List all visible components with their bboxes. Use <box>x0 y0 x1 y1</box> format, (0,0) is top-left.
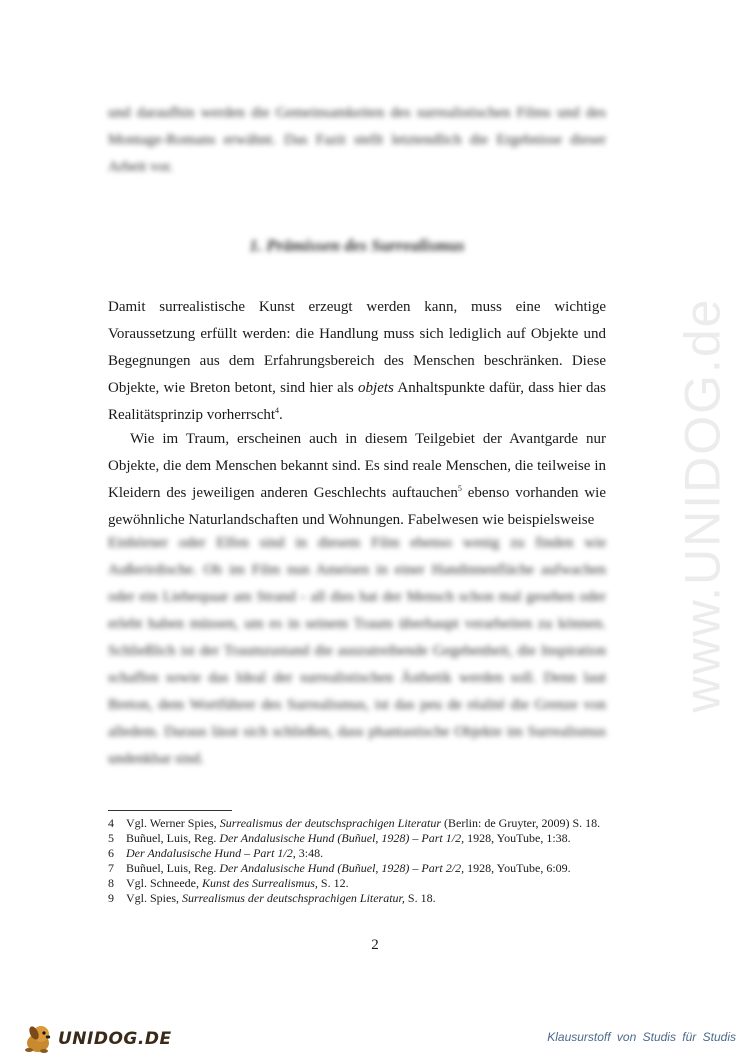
paragraph-1-end: . <box>279 407 283 423</box>
paragraph-1-italic: objets <box>358 380 394 396</box>
footnote-divider <box>108 810 232 811</box>
footnote-item: 4 Vgl. Werner Spies, Surrealismus der deutschsprachigen Literatur (Berlin: de Gruyter, 2009) S. 18. <box>108 816 601 830</box>
footnote-ref-4: 4 <box>275 406 280 415</box>
blurred-continuation: Einhörner oder Elfen sind in diesem Film ebenso wenig zu finden wie Außerirdische. Ob im Film nun Ameisen in einer Handinnenfläche aufwachen oder ein Liebespaar am Strand - all dies hat der Mensch schon mal gesehen oder erlebt haben müssen, um es in seinem Traum überhaupt verarbeiten zu können. Schließlich ist der Traumzustand die auszutreibende Gegebenheit, die Inspiration schaffen sowie das Ideal der surrealistischen Ästhetik werden soll. Denn laut Breton, dem Wortführer des Surrealismus, ist das peu de réalité die Grenze von alledem. Daraus lässt sich schließen, dass phantastische Objekte im Surrealismus undenkbar sind. <box>108 535 606 767</box>
paragraph-2 <box>108 426 606 534</box>
blurred-intro-paragraph: und daraufhin werden die Gemeinsamkeiten des surrealistischen Films und des Montage-Romans erwähnt. Das Fazit stellt letztendlich die Ergebnisse dieser Arbeit vor. <box>108 105 606 175</box>
paragraph-1-text: Damit surrealistische Kunst erzeugt werden kann, muss eine wichtige Voraussetzung erfüllt werden: die Handlung muss sich lediglich auf Objekte und Begegnungen aus dem Erfahrungsbereich des Menschen beschränken. Diese Objekte, wie Breton betont, sind hier als <box>108 299 606 396</box>
footnote-ref-5: 5 <box>457 484 462 493</box>
page-number: 2 <box>371 937 379 953</box>
footnote-item: 7 Buñuel, Luis, Reg. Der Andalusische Hund (Buñuel, 1928) – Part 2/2, 1928, YouTube, 6:09. <box>108 861 571 875</box>
footnote-item: 9 Vgl. Spies, Surrealismus der deutschsprachigen Literatur, S. 18. <box>108 891 436 905</box>
section-heading: 1. Prämissen des Surrealismus <box>249 236 465 255</box>
unidog-logo <box>20 1022 172 1056</box>
paragraph-2-text-2: ebenso vorhanden wie gewöhnliche Naturlandschaften und Wohnungen. Fabelwesen wie beispielsweise <box>108 485 607 528</box>
watermark <box>672 280 732 730</box>
paragraph-1-text-2: Anhaltspunkte dafür, dass hier das Realitätsprinzip vorherrscht <box>108 380 606 423</box>
footer-slogan: Klausurstoff von Studis für Studis <box>547 1030 736 1044</box>
footnote-item: 5 Buñuel, Luis, Reg. Der Andalusische Hund (Buñuel, 1928) – Part 1/2, 1928, YouTube, 1:38. <box>108 831 571 845</box>
footnote-item: 6 Der Andalusische Hund – Part 1/2, 3:48. <box>108 846 324 860</box>
watermark-text: www.UNIDOG.de <box>674 297 730 713</box>
logo-text: UNIDOG.DE <box>58 1029 172 1049</box>
paragraph-1 <box>108 294 606 429</box>
dog-icon <box>20 1023 58 1055</box>
paragraph-2-text: Wie im Traum, erscheinen auch in diesem Teilgebiet der Avantgarde nur Objekte, die dem Menschen bekannt sind. Es sind reale Menschen, die teilweise in Kleidern des jeweiligen anderen Geschlechts auftauchen <box>108 431 606 501</box>
footnote-item: 8 Vgl. Schneede, Kunst des Surrealismus, S. 12. <box>108 876 349 890</box>
footnote-list <box>108 816 608 906</box>
